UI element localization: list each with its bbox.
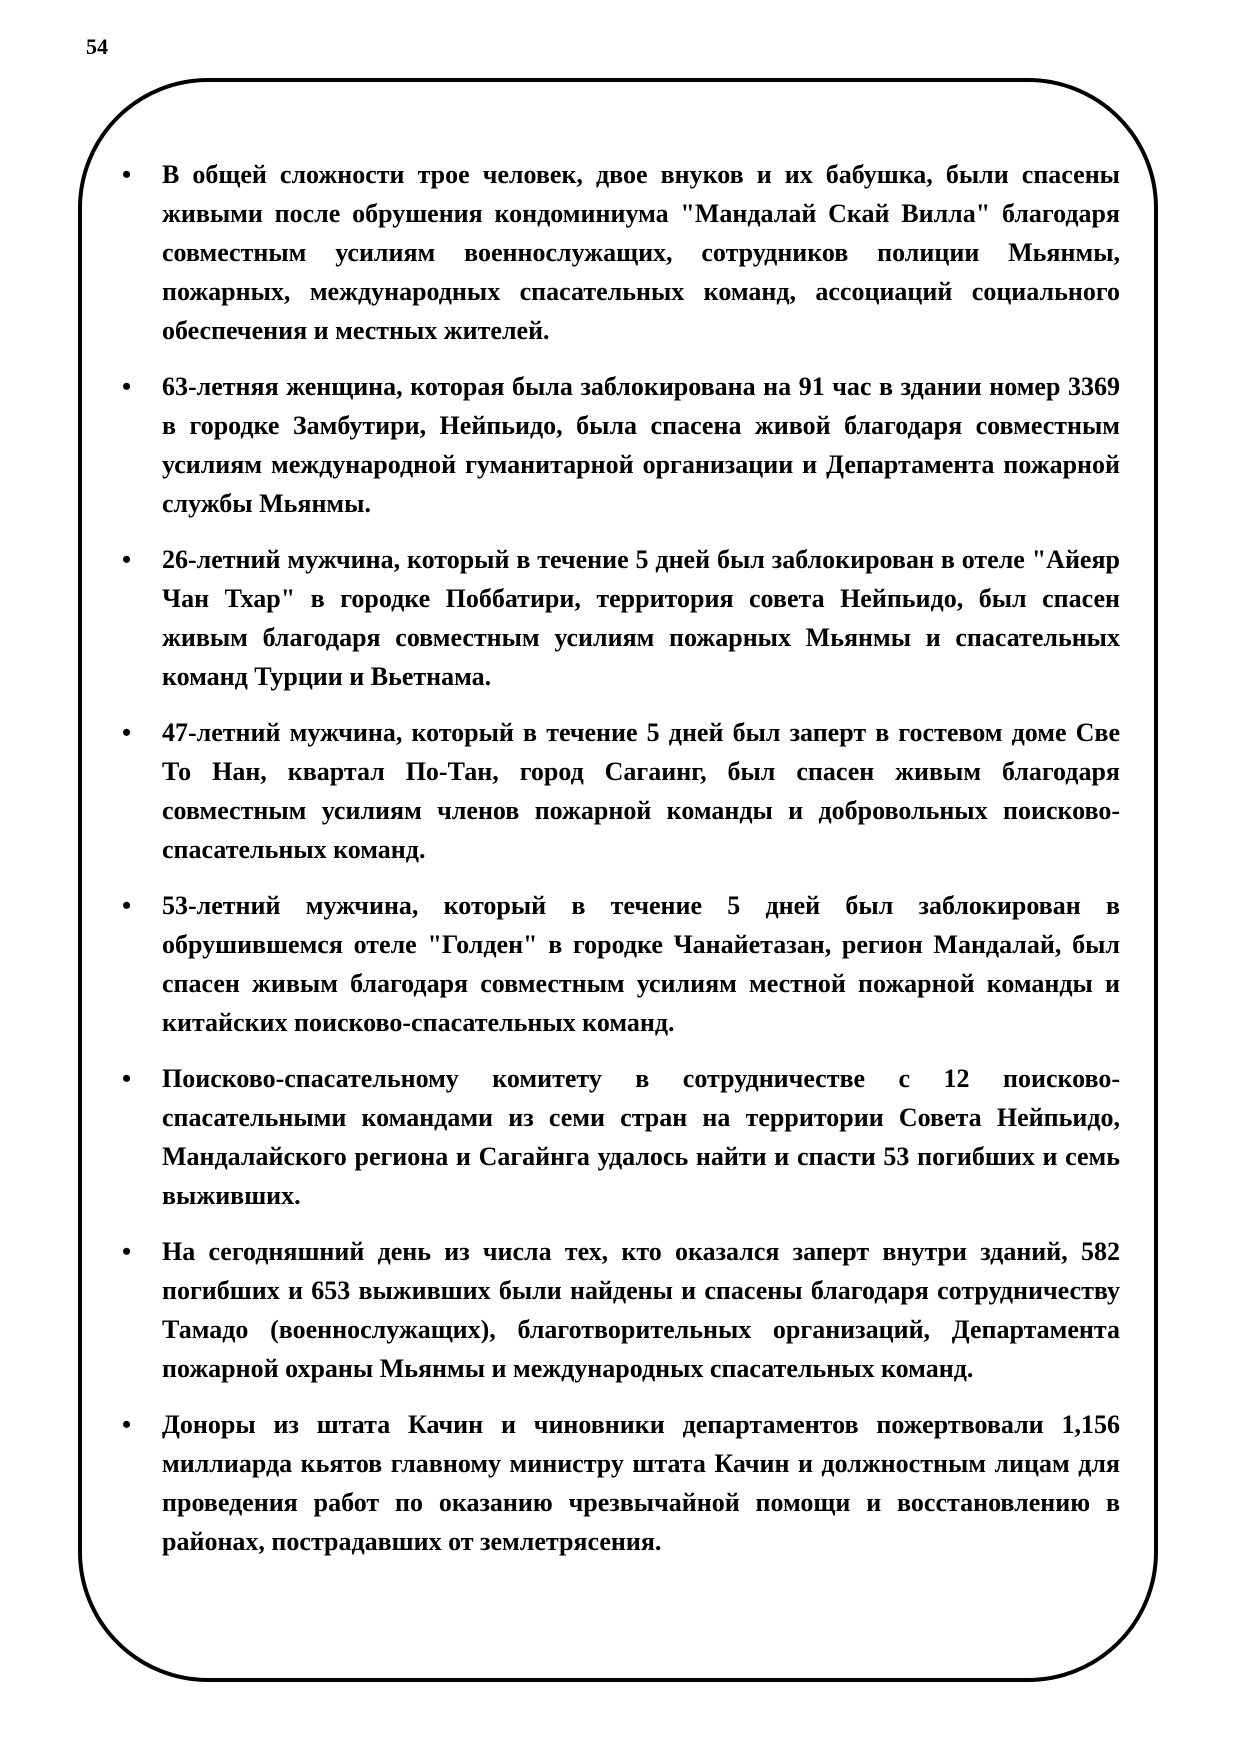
- bullet-icon: •: [122, 545, 132, 574]
- bullet-text: 47-летний мужчина, который в течение 5 дней был заперт в гостевом доме Све То Нан, квартал По-Тан, город Сагаинг, был спасен живым благодаря совместным усилиям членов пожарной команды и добровольных поисково-спасательных команд.: [162, 718, 1120, 864]
- bullet-text: На сегодняшний день из числа тех, кто оказался заперт внутри зданий, 582 погибших и 653 выживших были найдены и спасены благодаря сотрудничеству Тамадо (военнослужащих), благотворительных организаций, Департамента пожарной охраны Мьянмы и международных спасательных команд.: [162, 1237, 1120, 1383]
- list-item: [120, 367, 1120, 523]
- page-number: 54: [86, 34, 108, 59]
- bullet-text: 26-летний мужчина, который в течение 5 дней был заблокирован в отеле "Айеяр Чан Тхар" в городке Поббатири, территория совета Нейпьидо, был спасен живым благодаря совместным усилиям пожарных Мьянмы и спасательных команд Турции и Вьетнама.: [162, 545, 1120, 691]
- list-item: [120, 713, 1120, 869]
- bullet-icon: •: [122, 160, 132, 189]
- bullet-icon: •: [122, 891, 132, 920]
- list-item: [120, 1059, 1120, 1215]
- list-item: [120, 540, 1120, 696]
- list-item: [120, 1232, 1120, 1388]
- bullet-text: Доноры из штата Качин и чиновники департаментов пожертвовали 1,156 миллиарда кьятов главному министру штата Качин и должностным лицам для проведения работ по оказанию чрезвычайной помощи и восстановлению в районах, пострадавших от землетрясения.: [162, 1410, 1120, 1556]
- bullet-text: 63-летняя женщина, которая была заблокирована на 91 час в здании номер 3369 в городке Замбутири, Нейпьидо, была спасена живой благодаря совместным усилиям международной гуманитарной организации и Департамента пожарной службы Мьянмы.: [162, 372, 1120, 518]
- bullet-text: Поисково-спасательному комитету в сотрудничестве с 12 поисково-спасательными командами из семи стран на территории Совета Нейпьидо, Мандалайского региона и Сагайнга удалось найти и спасти 53 погибших и семь выживших.: [162, 1064, 1120, 1210]
- bullet-icon: •: [122, 1410, 132, 1439]
- bullet-icon: •: [122, 372, 132, 401]
- bullet-text: 53-летний мужчина, который в течение 5 дней был заблокирован в обрушившемся отеле "Голден" в городке Чанайетазан, регион Мандалай, был спасен живым благодаря совместным усилиям местной пожарной команды и китайских поисково-спасательных команд.: [162, 891, 1120, 1037]
- bullet-icon: •: [122, 1064, 132, 1093]
- bullet-icon: •: [122, 718, 132, 747]
- list-item: [120, 155, 1120, 350]
- bullet-icon: •: [122, 1237, 132, 1266]
- bullet-text: В общей сложности трое человек, двое внуков и их бабушка, были спасены живыми после обрушения кондоминиума "Мандалай Скай Вилла" благодаря совместным усилиям военнослужащих, сотрудников полиции Мьянмы, пожарных, международных спасательных команд, ассоциаций социального обеспечения и местных жителей.: [162, 160, 1120, 345]
- list-item: [120, 886, 1120, 1042]
- list-item: [120, 1405, 1120, 1561]
- bullet-list: [120, 155, 1120, 1578]
